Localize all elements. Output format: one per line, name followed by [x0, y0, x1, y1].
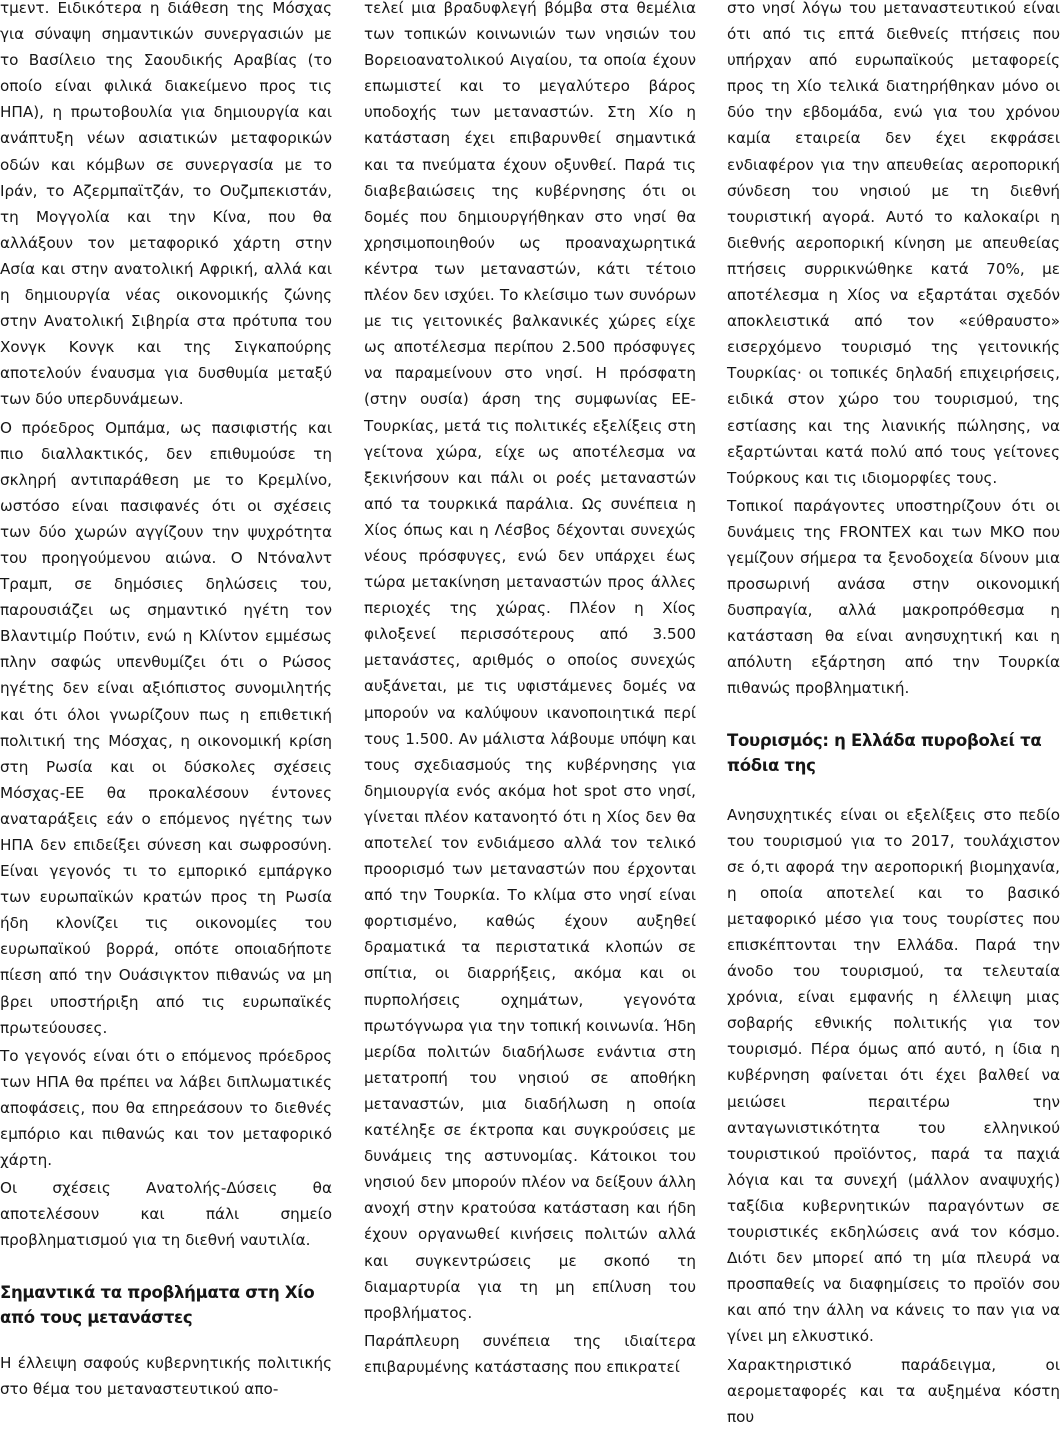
- paragraph: Ανησυχητικές είναι οι εξελίξεις στο πεδίο του τουρισμού για το 2017, τουλάχιστον σε ό,τι αφορά την αεροπορική βιομηχανία, η οποία αποτελεί και το βασικό μεταφορικό μέσο για τους τουρίστες που επισκέπτονται την Ελλάδα. Παρά την άνοδο του τουρισμού, τα τελευταία χρόνια, είναι εμφανής η έλλειψη μιας σοβαρής εθνικής πολιτικής για τον τουρισμό. Πέρα όμως από αυτό, η ίδια η κυβέρνηση φαίνεται ότι έχει βαλθεί να μειώσει περαιτέρω την ανταγωνιστικότητα του ελληνικού τουριστικού προϊόντος, παρά τα παχιά λόγια και τα συνεχή (μάλλον αναψυχής) ταξίδια κυβερνητικών παραγόντων σε τουριστικές εκδηλώσεις ανά τον κόσμο. Διότι δεν μπορεί από τη μία πλευρά να προσπαθείς να διαφημίσεις το προϊόν σου και από την άλλη να κάνεις το παν για να γίνει μη ελκυστικό.: [727, 805, 1060, 1346]
- paragraph: Τοπικοί παράγοντες υποστηρίζουν ότι οι δυνάμεις της FRONTEX και των ΜΚΟ που γεμίζουν σήμερα τα ξενοδοχεία δίνουν μια προσωρινή ανάσα στην οικονομική δυσπραγία, αλλά μακροπρόθεσμα η κατάσταση θα είναι ανησυχητική και η απόλυτη εξάρτηση από την Τουρκία πιθανώς προβληματική.: [727, 496, 1060, 698]
- paragraph: Ο πρόεδρος Ομπάμα, ως πασιφιστής και πιο διαλλακτικός, δεν επιθυμούσε τη σκληρή αντιπαράθεση με το Κρεμλίνο, ωστόσο είναι πασιφανές ότι οι σχέσεις των δύο χωρών αγγίζουν την ψυχρότητα του προηγούμενου αιώνα. Ο Ντόναλντ Τραμπ, σε δημόσιες δηλώσεις του, παρουσιάζει ως σημαντικό ηγέτη τον Βλαντιμίρ Πούτιν, ενώ η Κλίντον εμμέσως πλην σαφώς υπενθυμίζει ότι ο Ρώσος ηγέτης δεν είναι αξιόπιστος συνομιλητής και ότι όλοι γνωρίζουν πως η επιθετική πολιτική της Μόσχας, η οικονομική κρίση στη Ρωσία και οι δύσκολες σχέσεις Μόσχας-ΕΕ θα προκαλέσουν έντονες αναταράξεις εάν ο επόμενος ηγέτης των ΗΠΑ δεν επιδείξει σύνεση και σωφροσύνη. Είναι γεγονός τι το εμπορικό εμπάργκο των ευρωπαϊκών κρατών προς τη Ρωσία ήδη κλονίζει τις οικονομίες του ευρωπαϊκού βορρά, οπότε οποιαδήποτε πίεση από την Ουάσιγκτον πιθανώς να μη βρει υποστήριξη από τις ευρωπαϊκές πρωτεύουσες.: [0, 418, 332, 1037]
- column-right: [727, 0, 1060, 1426]
- paragraph: στο νησί λόγω του μεταναστευτικού είναι ότι από τις επτά διεθνείς πτήσεις που υπήρχαν από ευρωπαϊκούς μεταφορείς προς τη Χίο τελικά διατηρήθηκαν μόνο οι δύο την εβδομάδα, ενώ για του χρόνου καμία εταιρεία δεν έχει εκφράσει ενδιαφέρον για την απευθείας αεροπορική σύνδεση του νησιού με τη διεθνή τουριστική αγορά. Αυτό το καλοκαίρι η διεθνής αεροπορική κίνηση με απευθείας πτήσεις συρρικνώθηκε κατά 70%, με αποτέλεσμα η Χίος να εξαρτάται σχεδόν αποκλειστικά από τον «εύθραυστο» εισερχόμενο τουρισμό της γειτονικής Τουρκίας· οι τοπικές δηλαδή επιχειρήσεις, ειδικά στον χώρο του τουρισμού, της εστίασης και της λιανικής πώλησης, να εξαρτώνται κατά πολύ από τους γείτονες Τούρκους και τις ιδιομορφίες τους.: [727, 0, 1060, 487]
- paragraph: Η έλλειψη σαφούς κυβερνητικής πολιτικής στο θέμα του μεταναστευτικού απο-: [0, 1353, 332, 1398]
- paragraph: Το γεγονός είναι ότι ο επόμενος πρόεδρος των ΗΠΑ θα πρέπει να λάβει διπλωματικές αποφάσεις, που θα επηρεάσουν το διεθνές εμπόριο και πιθανώς και τον μεταφορικό χάρτη.: [0, 1046, 332, 1170]
- paragraph: Οι σχέσεις Ανατολής-Δύσεις θα αποτελέσουν και πάλι σημείο προβληματισμού για τη διεθνή ναυτιλία.: [0, 1179, 332, 1250]
- section-heading-tourism: Τουρισμός: η Ελλάδα πυροβολεί τα πόδια της: [727, 730, 1042, 775]
- column-left: [0, 0, 332, 1398]
- section-heading-migrants: Σημαντικά τα προβλήματα στη Χίο από τους μετανάστες: [0, 1282, 315, 1327]
- paragraph: Παράπλευρη συνέπεια της ιδιαίτερα επιβαρυμένης κατάστασης που επικρατεί: [364, 1331, 696, 1376]
- paragraph: τμεντ. Ειδικότερα η διάθεση της Μόσχας για σύναψη σημαντικών συνεργασιών με το Βασίλειο της Σαουδικής Αραβίας (το οποίο είναι φιλικά διακείμενο προς τις ΗΠΑ), η πρωτοβουλία για δημιουργία και ανάπτυξη νέων ασιατικών μεταφορικών οδών και κόμβων σε συνεργασία με το Ιράν, το Αζερμπαϊτζάν, το Ουζμπεκιστάν, τη Μογγολία και την Κίνα, που θα αλλάξουν τον μεταφορικό χάρτη στην Ασία και στην ανατολική Αφρική, αλλά και η δημιουργία νέας οικονομικής ζώνης στην Ανατολική Σιβηρία στα πρότυπα του Χονγκ Κονγκ και της Σιγκαπούρης αποτελούν έναυσμα για δυσθυμία μεταξύ των δύο υπερδυνάμεων.: [0, 0, 332, 409]
- column-middle: [364, 0, 696, 1376]
- paragraph: τελεί μια βραδυφλεγή βόμβα στα θεμέλια των τοπικών κοινωνιών των νησιών του Βορειοανατολικού Αιγαίου, τα οποία έχουν επωμιστεί και το μεγαλύτερο βάρος υποδοχής των μεταναστών. Στη Χίο η κατάσταση έχει επιβαρυνθεί σημαντικά και τα πνεύματα έχουν οξυνθεί. Παρά τις διαβεβαιώσεις της κυβέρνησης ότι οι δομές που δημιουργήθηκαν στο νησί θα χρησιμοποιηθούν ως προαναχωρητικά κέντρα των μεταναστών, κάτι τέτοιο πλέον δεν ισχύει. Το κλείσιμο των συνόρων με τις γειτονικές βαλκανικές χώρες είχε ως αποτέλεσμα περίπου 2.500 πρόσφυγες να παραμείνουν στο νησί. Η πρόσφατη (στην ουσία) άρση της συμφωνίας ΕΕ-Τουρκίας, μετά τις πολιτικές εξελίξεις στη γείτονα χώρα, είχε ως αποτέλεσμα να ξεκινήσουν και πάλι οι ροές μεταναστών από τα τουρκικά παράλια. Ως συνέπεια η Χίος όπως και η Λέσβος δέχονται συνεχώς νέους πρόσφυγες, ενώ δεν υπάρχει έως τώρα μετακίνηση μεταναστών προς άλλες περιοχές της χώρας. Πλέον η Χίος φιλοξενεί περισσότερους από 3.500 μετανάστες, αριθμός ο οποίος συνεχώς αυξάνεται, με τις υφιστάμενες δομές να μπορούν να καλύψουν ικανοποιητικά περί τους 1.500. Αν μάλιστα λάβουμε υπόψη και τους σχεδιασμούς της κυβέρνησης για δημιουργία ενός ακόμα hot spot στο νησί, γίνεται πλέον κατανοητό ότι η Χίος δεν θα αποτελεί τον ενδιάμεσο αλλά τον τελικό προορισμό των μεταναστών που έρχονται από την Τουρκία. Το κλίμα στο νησί είναι φορτισμένο, καθώς έχουν αυξηθεί δραματικά τα περιστατικά κλοπών σε σπίτια, οι διαρρήξεις, ακόμα και οι πυρπολήσεις οχημάτων, γεγονότα πρωτόγνωρα για την τοπική κοινωνία. Ήδη μερίδα πολιτών διαδήλωσε ενάντια στη μετατροπή του νησιού σε αποθήκη μεταναστών, μια διαδήλωση η οποία κατέληξε σε έκτροπα και συγκρούσεις με δυνάμεις της αστυνομίας. Κάτοικοι του νησιού δεν μπορούν πλέον να δείξουν άλλη ανοχή στην κρατούσα κατάσταση και ήδη έχουν οργανωθεί κινήσεις πολιτών αλλά και συγκεντρώσεις με σκοπό τη διαμαρτυρία για τη μη επίλυση του προβλήματος.: [364, 0, 696, 1322]
- paragraph: Χαρακτηριστικό παράδειγμα, οι αερομεταφορές και τα αυξημένα κόστη που: [727, 1355, 1060, 1426]
